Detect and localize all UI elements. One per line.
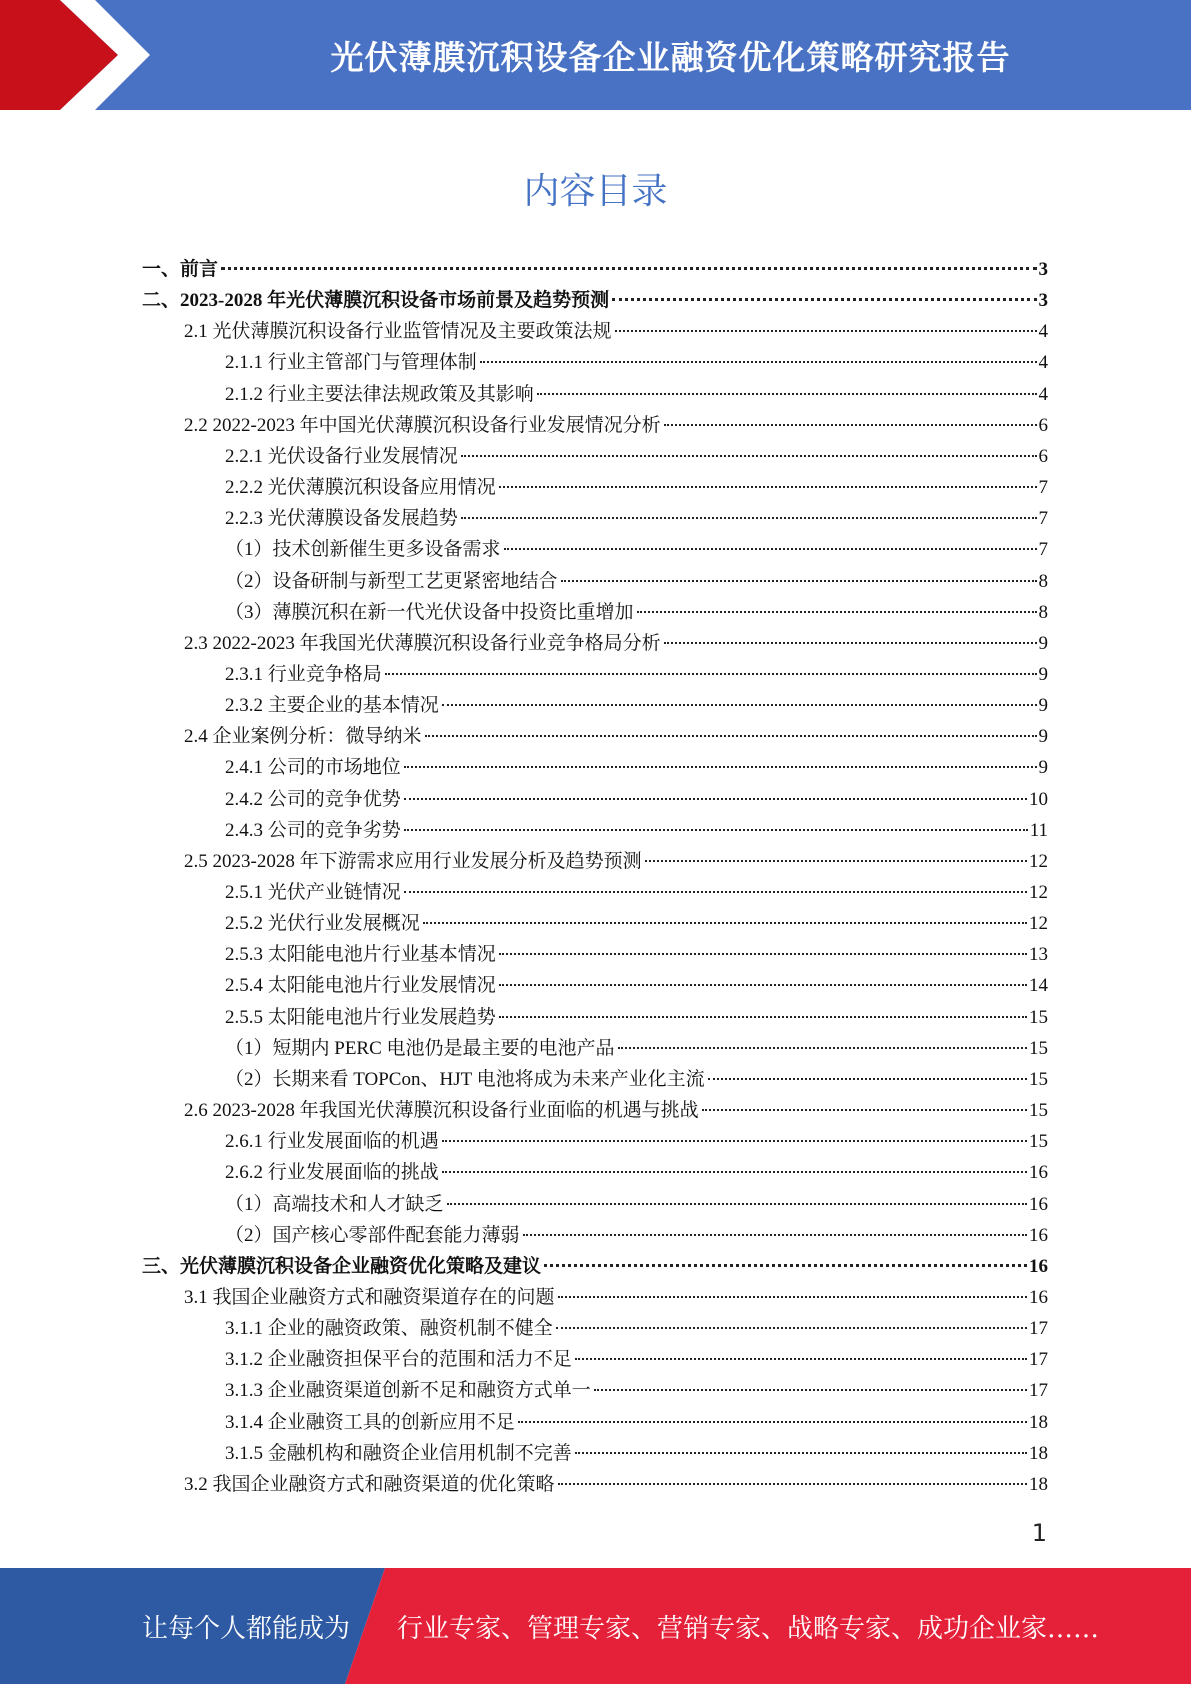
toc-leader-dots bbox=[499, 984, 1027, 986]
toc-entry-page: 9 bbox=[1038, 726, 1048, 748]
toc-entry-page: 7 bbox=[1038, 508, 1048, 530]
toc-leader-dots bbox=[637, 611, 1037, 613]
toc-leader-dots bbox=[461, 455, 1037, 457]
toc-entry[interactable] bbox=[225, 939, 1048, 970]
toc-entry-page: 18 bbox=[1029, 1473, 1048, 1495]
footer-slogan-right: 行业专家、管理专家、营销专家、战略专家、成功企业家…… bbox=[397, 1613, 1100, 1644]
toc-entry[interactable] bbox=[184, 846, 1048, 877]
toc-leader-dots bbox=[708, 1078, 1027, 1080]
toc-entry[interactable] bbox=[225, 784, 1048, 815]
toc-entry-label: 3.2 我国企业融资方式和融资渠道的优化策略 bbox=[184, 1473, 555, 1495]
toc-leader-dots bbox=[544, 1264, 1027, 1267]
toc-entry[interactable] bbox=[225, 441, 1048, 472]
toc-entry-page: 17 bbox=[1029, 1380, 1048, 1402]
toc-leader-dots bbox=[594, 1389, 1027, 1391]
toc-leader-dots bbox=[404, 798, 1027, 800]
toc-entry-page: 4 bbox=[1038, 352, 1048, 374]
header-band bbox=[0, 0, 1191, 110]
footer-band bbox=[0, 1568, 1191, 1684]
toc-entry-page: 6 bbox=[1038, 414, 1048, 436]
report-title: 光伏薄膜沉积设备企业融资优化策略研究报告 bbox=[330, 37, 1011, 77]
toc-entry[interactable] bbox=[184, 721, 1048, 752]
toc-entry[interactable] bbox=[225, 1189, 1048, 1220]
toc-entry[interactable] bbox=[225, 908, 1048, 939]
toc-entry[interactable] bbox=[225, 379, 1048, 410]
toc-entry-label: 2.5.3 太阳能电池片行业基本情况 bbox=[225, 944, 496, 966]
toc-entry-page: 15 bbox=[1029, 1131, 1048, 1153]
toc-entry[interactable] bbox=[225, 347, 1048, 378]
toc-entry-label: 3.1.3 企业融资渠道创新不足和融资方式单一 bbox=[225, 1380, 591, 1402]
toc-entry-page: 8 bbox=[1038, 570, 1048, 592]
toc-entry-label: 2.3 2022-2023 年我国光伏薄膜沉积设备行业竞争格局分析 bbox=[184, 632, 661, 654]
toc-entry-page: 16 bbox=[1029, 1193, 1048, 1215]
toc-entry[interactable] bbox=[225, 1220, 1048, 1251]
toc-entry-label: 3.1.1 企业的融资政策、融资机制不健全 bbox=[225, 1318, 553, 1340]
toc-entry-label: 一、前言 bbox=[142, 259, 219, 280]
toc-entry-label: 2.2.3 光伏薄膜设备发展趋势 bbox=[225, 508, 458, 530]
toc-entry[interactable] bbox=[184, 1469, 1048, 1500]
toc-leader-dots bbox=[558, 1483, 1027, 1485]
toc-entry-label: （1）短期内 PERC 电池仍是最主要的电池产品 bbox=[225, 1037, 615, 1059]
toc-entry-page: 8 bbox=[1038, 601, 1048, 623]
toc-leader-dots bbox=[385, 673, 1037, 675]
page-number: 1 bbox=[1031, 1519, 1047, 1547]
toc-entry-label: 2.1.2 行业主要法律法规政策及其影响 bbox=[225, 383, 534, 405]
toc-entry[interactable] bbox=[142, 285, 1048, 316]
toc-entry[interactable] bbox=[142, 254, 1048, 285]
toc-entry-page: 11 bbox=[1029, 819, 1048, 841]
toc-entry-page: 15 bbox=[1029, 1100, 1048, 1122]
toc-leader-dots bbox=[404, 766, 1037, 768]
toc-leader-dots bbox=[423, 922, 1027, 924]
toc-entry-label: 2.2.2 光伏薄膜沉积设备应用情况 bbox=[225, 477, 496, 499]
toc-entry-label: 2.5.2 光伏行业发展概况 bbox=[225, 913, 420, 935]
toc-entry-label: （2）国产核心零部件配套能力薄弱 bbox=[225, 1224, 520, 1246]
toc-leader-dots bbox=[664, 424, 1037, 426]
toc-leader-dots bbox=[561, 580, 1037, 582]
toc-entry[interactable] bbox=[225, 877, 1048, 908]
toc-entry[interactable] bbox=[184, 1095, 1048, 1126]
toc-entry-label: （1）高端技术和人才缺乏 bbox=[225, 1193, 444, 1215]
toc-entry[interactable] bbox=[225, 690, 1048, 721]
toc-entry[interactable] bbox=[142, 1251, 1048, 1282]
toc-entry-label: 3.1 我国企业融资方式和融资渠道存在的问题 bbox=[184, 1286, 555, 1308]
toc-entry-page: 18 bbox=[1029, 1411, 1048, 1433]
toc-entry-page: 4 bbox=[1038, 383, 1048, 405]
toc-leader-dots bbox=[504, 548, 1037, 550]
toc-leader-dots bbox=[612, 298, 1036, 301]
toc-leader-dots bbox=[556, 1327, 1027, 1329]
toc-entry-page: 9 bbox=[1038, 695, 1048, 717]
toc-entry[interactable] bbox=[225, 659, 1048, 690]
toc-entry-label: 2.1 光伏薄膜沉积设备行业监管情况及主要政策法规 bbox=[184, 321, 612, 343]
toc-entry-page: 14 bbox=[1029, 975, 1048, 997]
toc-leader-dots bbox=[615, 330, 1037, 332]
toc-entry-label: 2.5.1 光伏产业链情况 bbox=[225, 882, 401, 903]
toc-entry[interactable] bbox=[225, 1126, 1048, 1157]
toc-entry-page: 16 bbox=[1029, 1255, 1048, 1277]
toc-entry-label: 三、光伏薄膜沉积设备企业融资优化策略及建议 bbox=[142, 1255, 542, 1277]
toc-entry-page: 15 bbox=[1029, 1006, 1048, 1028]
toc-entry-label: 二、2023-2028 年光伏薄膜沉积设备市场前景及趋势预测 bbox=[142, 290, 610, 312]
toc-entry[interactable] bbox=[225, 752, 1048, 783]
toc-entry-label: 2.6 2023-2028 年我国光伏薄膜沉积设备行业面临的机遇与挑战 bbox=[184, 1100, 699, 1122]
toc-leader-dots bbox=[442, 1140, 1027, 1142]
toc-entry[interactable] bbox=[225, 970, 1048, 1001]
toc-entry-page: 9 bbox=[1038, 757, 1048, 779]
toc-leader-dots bbox=[537, 393, 1037, 395]
toc-entry-label: 2.2.1 光伏设备行业发展情况 bbox=[225, 445, 458, 467]
toc-leader-dots bbox=[575, 1452, 1027, 1454]
toc-entry[interactable] bbox=[225, 1064, 1048, 1095]
toc-leader-dots bbox=[664, 642, 1037, 644]
toc-entry[interactable] bbox=[225, 534, 1048, 565]
toc-entry-label: 2.6.2 行业发展面临的挑战 bbox=[225, 1162, 439, 1184]
toc-entry-page: 6 bbox=[1038, 445, 1048, 467]
toc-entry-label: 2.4.1 公司的市场地位 bbox=[225, 757, 401, 779]
toc-entry[interactable] bbox=[184, 316, 1048, 347]
toc-entry-page: 12 bbox=[1029, 913, 1048, 935]
toc-entry-page: 17 bbox=[1029, 1349, 1048, 1371]
toc-leader-dots bbox=[518, 1421, 1027, 1423]
toc-heading: 内容目录 bbox=[523, 171, 668, 212]
toc-leader-dots bbox=[480, 361, 1037, 363]
toc-entry-label: （3）薄膜沉积在新一代光伏设备中投资比重增加 bbox=[225, 601, 634, 623]
toc-entry[interactable] bbox=[225, 566, 1048, 597]
toc-entry[interactable] bbox=[225, 1157, 1048, 1188]
toc-leader-dots bbox=[404, 829, 1028, 831]
toc-leader-dots bbox=[461, 517, 1037, 519]
toc-entry-label: 2.3.2 主要企业的基本情况 bbox=[225, 695, 439, 717]
toc-entry-page: 18 bbox=[1029, 1442, 1048, 1464]
toc-leader-dots bbox=[702, 1109, 1027, 1111]
toc-entry-page: 9 bbox=[1038, 632, 1048, 654]
toc-entry-label: 3.1.5 金融机构和融资企业信用机制不完善 bbox=[225, 1442, 572, 1464]
toc-entry-page: 16 bbox=[1029, 1224, 1048, 1246]
toc-leader-dots bbox=[575, 1358, 1027, 1360]
toc-entry-page: 12 bbox=[1029, 882, 1048, 903]
toc-entry[interactable] bbox=[225, 1407, 1048, 1438]
toc-entry-page: 7 bbox=[1038, 477, 1048, 499]
toc-entry[interactable] bbox=[225, 1313, 1048, 1344]
toc-entry-page: 4 bbox=[1038, 321, 1048, 343]
toc-entry-page: 17 bbox=[1029, 1318, 1048, 1340]
toc-leader-dots bbox=[221, 267, 1036, 270]
toc-entry[interactable] bbox=[225, 1375, 1048, 1406]
toc-entry[interactable] bbox=[225, 503, 1048, 534]
toc-entry-page: 3 bbox=[1038, 259, 1048, 280]
toc-entry-label: 2.1.1 行业主管部门与管理体制 bbox=[225, 352, 477, 374]
toc-entry-label: 2.5 2023-2028 年下游需求应用行业发展分析及趋势预测 bbox=[184, 850, 642, 872]
footer-slogan-left: 让每个人都能成为 bbox=[142, 1613, 351, 1644]
toc-entry-label: 2.2 2022-2023 年中国光伏薄膜沉积设备行业发展情况分析 bbox=[184, 414, 661, 436]
toc-leader-dots bbox=[499, 1016, 1027, 1018]
toc-entry-label: （2）长期来看 TOPCon、HJT 电池将成为未来产业化主流 bbox=[225, 1068, 705, 1090]
toc-entry[interactable] bbox=[184, 628, 1048, 659]
toc-entry-page: 15 bbox=[1029, 1037, 1048, 1059]
toc-entry-label: 2.5.4 太阳能电池片行业发展情况 bbox=[225, 975, 496, 997]
toc-entry-label: 2.4.3 公司的竞争劣势 bbox=[225, 819, 401, 841]
toc-leader-dots bbox=[618, 1047, 1027, 1049]
toc-leader-dots bbox=[425, 735, 1037, 737]
toc-entry[interactable] bbox=[225, 1033, 1048, 1064]
toc-leader-dots bbox=[499, 486, 1037, 488]
toc-leader-dots bbox=[447, 1203, 1027, 1205]
toc-entry[interactable] bbox=[225, 815, 1048, 846]
toc-leader-dots bbox=[442, 1171, 1027, 1173]
toc-entry-page: 15 bbox=[1029, 1068, 1048, 1090]
toc-entry-label: 2.6.1 行业发展面临的机遇 bbox=[225, 1131, 439, 1153]
toc-leader-dots bbox=[523, 1234, 1027, 1236]
toc-entry-label: 2.4.2 公司的竞争优势 bbox=[225, 788, 401, 810]
toc-leader-dots bbox=[442, 704, 1037, 706]
toc-entry[interactable] bbox=[184, 410, 1048, 441]
toc-entry[interactable] bbox=[225, 1438, 1048, 1469]
toc-entry-page: 7 bbox=[1038, 539, 1048, 561]
toc-entry-label: （1）技术创新催生更多设备需求 bbox=[225, 539, 501, 561]
toc-entry-page: 12 bbox=[1029, 850, 1048, 872]
toc-entry-page: 9 bbox=[1038, 663, 1048, 685]
toc-entry-page: 13 bbox=[1029, 944, 1048, 966]
toc-leader-dots bbox=[645, 860, 1027, 862]
toc-entry[interactable] bbox=[225, 472, 1048, 503]
toc-entry-page: 16 bbox=[1029, 1162, 1048, 1184]
toc-entry-label: 3.1.2 企业融资担保平台的范围和活力不足 bbox=[225, 1349, 572, 1371]
toc-entry-label: 2.5.5 太阳能电池片行业发展趋势 bbox=[225, 1006, 496, 1028]
toc-entry-label: 3.1.4 企业融资工具的创新应用不足 bbox=[225, 1411, 515, 1433]
toc-entry[interactable] bbox=[225, 597, 1048, 628]
toc-entry-label: （2）设备研制与新型工艺更紧密地结合 bbox=[225, 570, 558, 592]
toc-entry[interactable] bbox=[225, 1344, 1048, 1375]
toc-entry-page: 10 bbox=[1029, 788, 1048, 810]
toc-leader-dots bbox=[404, 891, 1027, 893]
toc-entry-page: 16 bbox=[1029, 1286, 1048, 1308]
toc-leader-dots bbox=[499, 953, 1027, 955]
toc-entry-page: 3 bbox=[1038, 290, 1048, 312]
toc-entry-label: 2.4 企业案例分析：微导纳米 bbox=[184, 726, 422, 748]
toc-entry[interactable] bbox=[225, 1002, 1048, 1033]
toc-entry-label: 2.3.1 行业竞争格局 bbox=[225, 663, 382, 685]
toc-entry[interactable] bbox=[184, 1282, 1048, 1313]
toc-leader-dots bbox=[558, 1296, 1027, 1298]
